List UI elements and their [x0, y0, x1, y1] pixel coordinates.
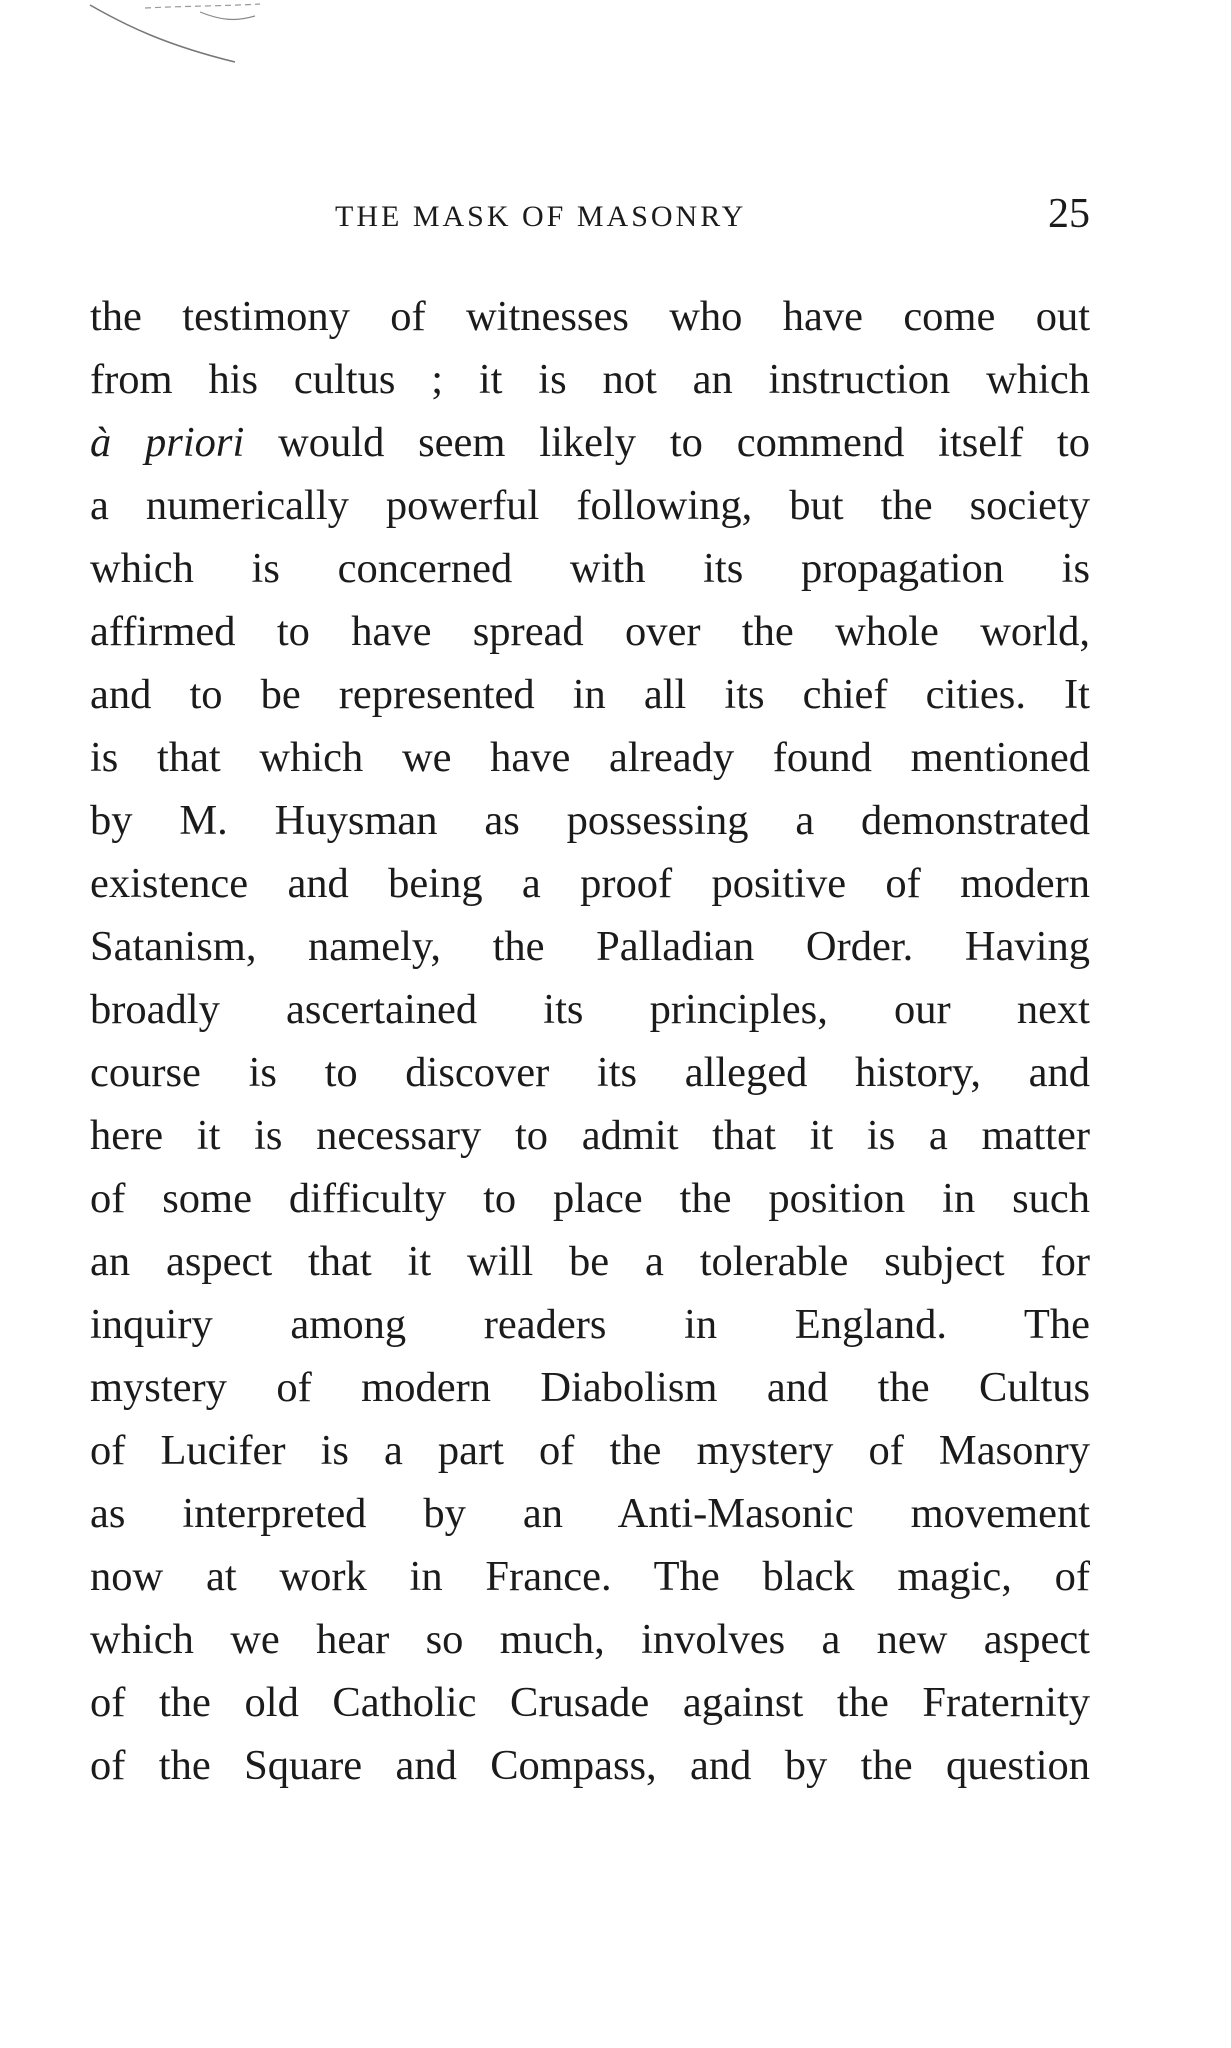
- text-line: of the old Catholic Crusade against the Fraternity: [90, 1679, 1090, 1726]
- text-line: of some difficulty to place the position in such: [90, 1175, 1090, 1222]
- text-line: a numerically powerful following, but the society: [90, 482, 1090, 529]
- text-line-rest: would seem likely to commend itself to: [278, 419, 1090, 466]
- text-line: mystery of modern Diabolism and the Cultus: [90, 1364, 1090, 1411]
- body-text: [90, 285, 1090, 1797]
- text-line: [90, 411, 1090, 474]
- text-line: inquiry among readers in England. The: [90, 1301, 1090, 1348]
- running-head: [90, 191, 1090, 237]
- pencil-mark: [85, 0, 265, 70]
- text-line: an aspect that it will be a tolerable subject for: [90, 1238, 1090, 1285]
- text-line: broadly ascertained its principles, our next: [90, 986, 1090, 1033]
- text-line: and to be represented in all its chief cities. It: [90, 671, 1090, 718]
- running-title: THE MASK OF MASONRY: [335, 200, 747, 233]
- italic-phrase: à priori: [90, 419, 245, 466]
- text-line: of the Square and Compass, and by the question: [90, 1742, 1090, 1789]
- text-line: existence and being a proof positive of modern: [90, 860, 1090, 907]
- text-line: is that which we have already found mentioned: [90, 734, 1090, 781]
- text-line: by M. Huysman as possessing a demonstrated: [90, 797, 1090, 844]
- text-line: of Lucifer is a part of the mystery of Masonry: [90, 1427, 1090, 1474]
- text-line: affirmed to have spread over the whole world,: [90, 608, 1090, 655]
- text-line: Satanism, namely, the Palladian Order. Having: [90, 923, 1090, 970]
- text-line: course is to discover its alleged history, and: [90, 1049, 1090, 1096]
- text-line: now at work in France. The black magic, of: [90, 1553, 1090, 1600]
- text-line: which is concerned with its propagation is: [90, 545, 1090, 592]
- text-line: from his cultus ; it is not an instruction which: [90, 356, 1090, 403]
- page-number: 25: [1048, 191, 1090, 237]
- text-line: here it is necessary to admit that it is a matter: [90, 1112, 1090, 1159]
- text-line: which we hear so much, involves a new aspect: [90, 1616, 1090, 1663]
- text-line: as interpreted by an Anti-Masonic movement: [90, 1490, 1090, 1537]
- text-line: the testimony of witnesses who have come out: [90, 293, 1090, 340]
